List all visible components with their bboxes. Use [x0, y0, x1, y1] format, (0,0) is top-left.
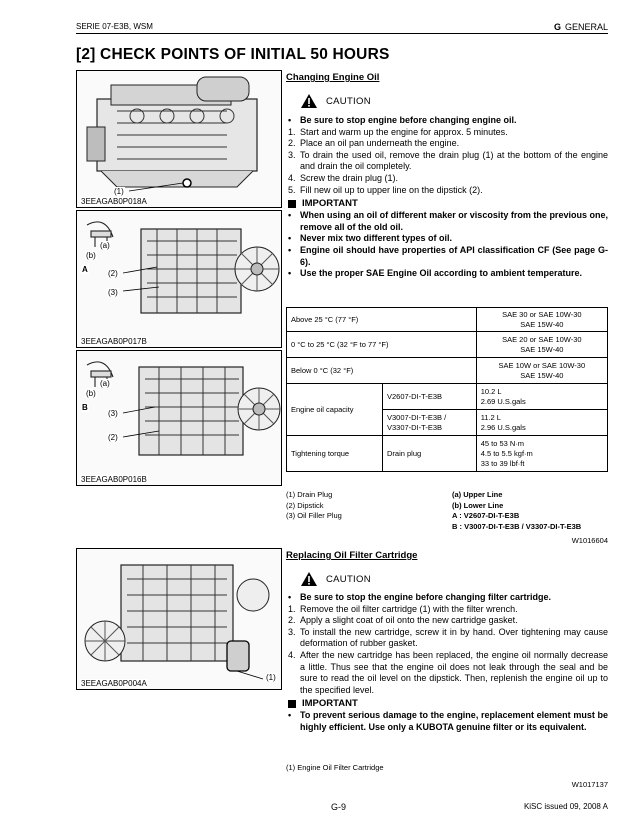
important-list	[286, 210, 608, 280]
list-item: 1. Remove the oil filter cartridge (1) with the filter wrench.	[288, 603, 518, 614]
warning-triangle-icon	[300, 93, 318, 109]
engine-b-illustration	[77, 351, 282, 486]
figure-engine-b	[76, 350, 282, 486]
oil-spec-table	[286, 307, 608, 472]
callout-oil-filler-plug: (3)	[108, 409, 118, 418]
engine-a-illustration	[77, 211, 282, 348]
figure-code: 3EEAGAB0P018A	[81, 197, 147, 206]
table-row	[287, 436, 608, 472]
oil-steps	[286, 115, 608, 196]
figure-code: 3EEAGAB0P004A	[81, 679, 147, 688]
section-title: Changing Engine Oil	[286, 72, 380, 83]
callout-oil-filter: (1)	[266, 673, 276, 682]
callout-dipstick: (2)	[108, 269, 118, 278]
bullet: •	[288, 115, 292, 125]
legend-right	[452, 490, 581, 532]
table-cell: 45 to 53 N·m 4.5 to 5.5 kgf·m 33 to 39 lbf·ft	[476, 436, 607, 472]
filter-section	[286, 550, 608, 734]
callout-drain-plug: (1)	[114, 187, 124, 196]
section-name: GENERAL	[564, 22, 608, 32]
list-item: 5. Fill new oil up to upper line on the dipstick (2).	[288, 184, 483, 195]
caution-block	[286, 93, 608, 109]
figure-engine-a	[76, 210, 282, 348]
list-item: 4. Screw the drain plug (1).	[288, 172, 399, 183]
callout-upper-line: (a)	[100, 379, 110, 388]
oil-spec-table-wrap	[286, 307, 608, 472]
legend-item: (2) Dipstick	[286, 500, 324, 510]
page-number: G-9	[331, 802, 347, 812]
figure-oil-filter	[76, 548, 282, 690]
issue-info: KiSC issued 09, 2008 A	[523, 802, 608, 811]
header-section	[554, 22, 608, 32]
table-row	[287, 308, 608, 332]
legend-item: A : V2607-DI-T-E3B	[452, 511, 520, 520]
reference-code: W1017137	[571, 780, 608, 789]
caution-block	[286, 571, 608, 587]
legend-item: B : V3007-DI-T-E3B / V3307-DI-T-E3B	[452, 521, 582, 531]
callout-upper-line: (a)	[100, 241, 110, 250]
engine-top-illustration	[77, 71, 282, 208]
list-item: 2. Apply a slight coat of oil onto the new cartridge gasket.	[288, 615, 518, 626]
oil-change-section	[286, 72, 608, 280]
legend-item: (1) Drain Plug	[286, 490, 333, 499]
figure-code: 3EEAGAB0P016B	[81, 475, 147, 484]
table-cell: SAE 10W or SAE 10W-30 SAE 15W-40	[476, 358, 607, 384]
caution-label: CAUTION	[326, 95, 371, 107]
legend-item: (1) Engine Oil Filter Cartridge	[286, 763, 384, 772]
square-bullet-icon	[288, 200, 296, 208]
list-item: • When using an oil of different maker or viscosity from the previous one, remove all of the old oil.	[288, 210, 608, 232]
list-item: • Never mix two different types of oil.	[288, 233, 453, 244]
warning-triangle-icon	[300, 571, 318, 587]
list-item: 3. To drain the used oil, remove the drain plug (1) at the bottom of the engine and drain the oil completely.	[288, 149, 608, 172]
reference-code: W1016604	[571, 536, 608, 545]
list-item: 4. After the new cartridge has been replaced, the engine oil normally decrease a little. Thus see that the engine oil does not leak through the seal and be sure to read the oil level on the dipstick. Then, replenish the engine oil up to the specified level.	[288, 649, 608, 695]
callout-oil-filler-plug: (3)	[108, 288, 118, 297]
important-heading: IMPORTANT	[286, 198, 608, 209]
legend-item: (b) Lower Line	[452, 500, 504, 510]
list-item: • Engine oil should have properties of API classification CF (See page G-6).	[288, 244, 608, 267]
legend-item: (3) Oil Filler Plug	[286, 511, 342, 520]
figure-drain-plug	[76, 70, 282, 208]
list-item: • Be sure to stop the engine before changing filter cartridge.	[288, 592, 552, 602]
list-item: 2. Place an oil pan underneath the engine.	[288, 138, 460, 149]
table-cell: Tightening torque	[287, 436, 383, 472]
table-cell: SAE 20 or SAE 10W-30 SAE 15W-40	[476, 332, 607, 358]
header-series: SERIE 07-E3B, WSM	[76, 22, 153, 31]
list-item: • To prevent serious damage to the engine, replacement element must be highly efficient. Use only a KUBOTA genuine filter or its equivalent.	[288, 710, 608, 732]
list-item: • Be sure to stop engine before changing engine oil.	[288, 115, 517, 125]
legend-item: (a) Upper Line	[452, 490, 503, 499]
callout-lower-line: (b)	[86, 389, 96, 398]
table-cell: 0 °C to 25 °C (32 °F to 77 °F)	[287, 332, 477, 358]
section-title: Replacing Oil Filter Cartridge	[286, 550, 418, 561]
table-cell: V2607-DI-T-E3B	[383, 384, 477, 410]
square-bullet-icon	[288, 700, 296, 708]
important-heading: IMPORTANT	[286, 698, 608, 709]
list-item: 1. Start and warm up the engine for approx. 5 minutes.	[288, 126, 508, 137]
table-row	[287, 358, 608, 384]
list-item: • Use the proper SAE Engine Oil according to ambient temperature.	[288, 268, 583, 279]
header-rule	[76, 33, 608, 34]
oil-legend	[286, 490, 608, 531]
table-cell: V3007-DI-T-E3B / V3307-DI-T-E3B	[383, 410, 477, 436]
table-cell: Below 0 °C (32 °F)	[287, 358, 477, 384]
engine-filter-illustration	[77, 549, 282, 690]
view-label-a: A	[82, 265, 88, 274]
table-row	[287, 384, 608, 410]
list-item: 3. To install the new cartridge, screw it in by hand. Over tightening may cause deformation of rubber gasket.	[288, 626, 608, 649]
table-cell: Drain plug	[383, 436, 477, 472]
table-cell: 11.2 L 2.96 U.S.gals	[476, 410, 607, 436]
filter-steps	[286, 592, 608, 696]
view-label-b: B	[82, 403, 88, 412]
table-cell: Engine oil capacity	[287, 384, 383, 436]
table-cell: SAE 30 or SAE 10W-30 SAE 15W-40	[476, 308, 607, 332]
figure-code: 3EEAGAB0P017B	[81, 337, 147, 346]
section-letter: G	[553, 22, 561, 32]
table-row	[287, 332, 608, 358]
filter-legend	[286, 763, 384, 774]
callout-dipstick: (2)	[108, 433, 118, 442]
page-title: [2] CHECK POINTS OF INITIAL 50 HOURS	[76, 46, 390, 63]
table-cell: 10.2 L 2.69 U.S.gals	[476, 384, 607, 410]
callout-lower-line: (b)	[86, 251, 96, 260]
important-list	[286, 710, 608, 733]
table-cell: Above 25 °C (77 °F)	[287, 308, 477, 332]
caution-label: CAUTION	[326, 573, 371, 585]
